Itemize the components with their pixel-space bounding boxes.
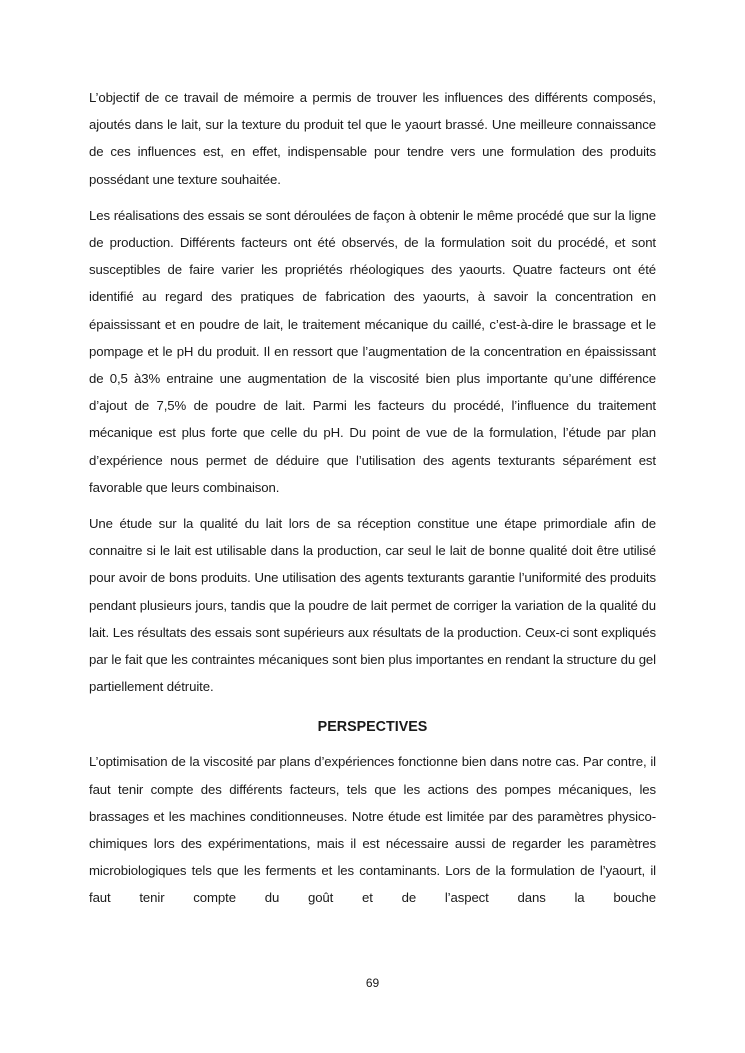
paragraph-perspectives: L’optimisation de la viscosité par plans d’expériences fonctionne bien dans notre cas. Par contre, il faut tenir compte des différents facteurs, tels que les actions des pompes mécaniques, les brassages et les machines conditionneuses. Notre étude est limitée par des paramètres physico-chimiques lors des expérimentations, mais il est nécessaire aussi de regarder les paramètres microbiologiques tels que les ferments et les contaminants. Lors de la formulation de l’yaourt, il faut tenir compte du goût et de l’aspect dans la bouche	[89, 754, 656, 906]
paragraph-objective: L’objectif de ce travail de mémoire a permis de trouver les influences des différents composés, ajoutés dans le lait, sur la texture du produit tel que le yaourt brassé. Une meilleure connaissance de ces influences est, en effet, indispensable pour tendre vers une formulation des produits possédant une texture souhaitée.	[89, 90, 656, 187]
page-number: 69	[365, 976, 380, 990]
section-heading-perspectives: PERSPECTIVES	[317, 719, 428, 736]
paragraph-milk-quality: Une étude sur la qualité du lait lors de sa réception constitue une étape primordiale afin de connaitre si le lait est utilisable dans la production, car seul le lait de bonne qualité doit être utilisé pour avoir de bons produits. Une utilisation des agents texturants garantie l’uniformité des produits pendant plusieurs jours, tandis que la poudre de lait permet de corriger la variation de la qualité du lait. Les résultats des essais sont supérieurs aux résultats de la production. Ceux-ci sont expliqués par le fait que les contraintes mécaniques sont bien plus importantes en rendant la structure du gel partiellement détruite.	[89, 516, 656, 695]
document-body	[89, 84, 656, 912]
paragraph-experiments: Les réalisations des essais se sont déroulées de façon à obtenir le même procédé que sur la ligne de production. Différents facteurs ont été observés, de la formulation soit du procédé, et sont susceptibles de faire varier les propriétés rhéologiques des yaourts. Quatre facteurs ont été identifié au regard des pratiques de fabrication des yaourts, à savoir la concentration en épaississant et en poudre de lait, le traitement mécanique du caillé, c’est-à-dire le brassage et le pompage et le pH du produit. Il en ressort que l’augmentation de la concentration en épaississant de 0,5 à3% entraine une augmentation de la viscosité bien plus importante qu’une différence d’ajout de 7,5% de poudre de lait. Parmi les facteurs du procédé, l’influence du traitement mécanique est plus forte que celle du pH. Du point de vue de la formulation, l’étude par plan d’expérience nous permet de déduire que l’utilisation des agents texturants séparément est favorable que leurs combinaison.	[89, 207, 656, 495]
